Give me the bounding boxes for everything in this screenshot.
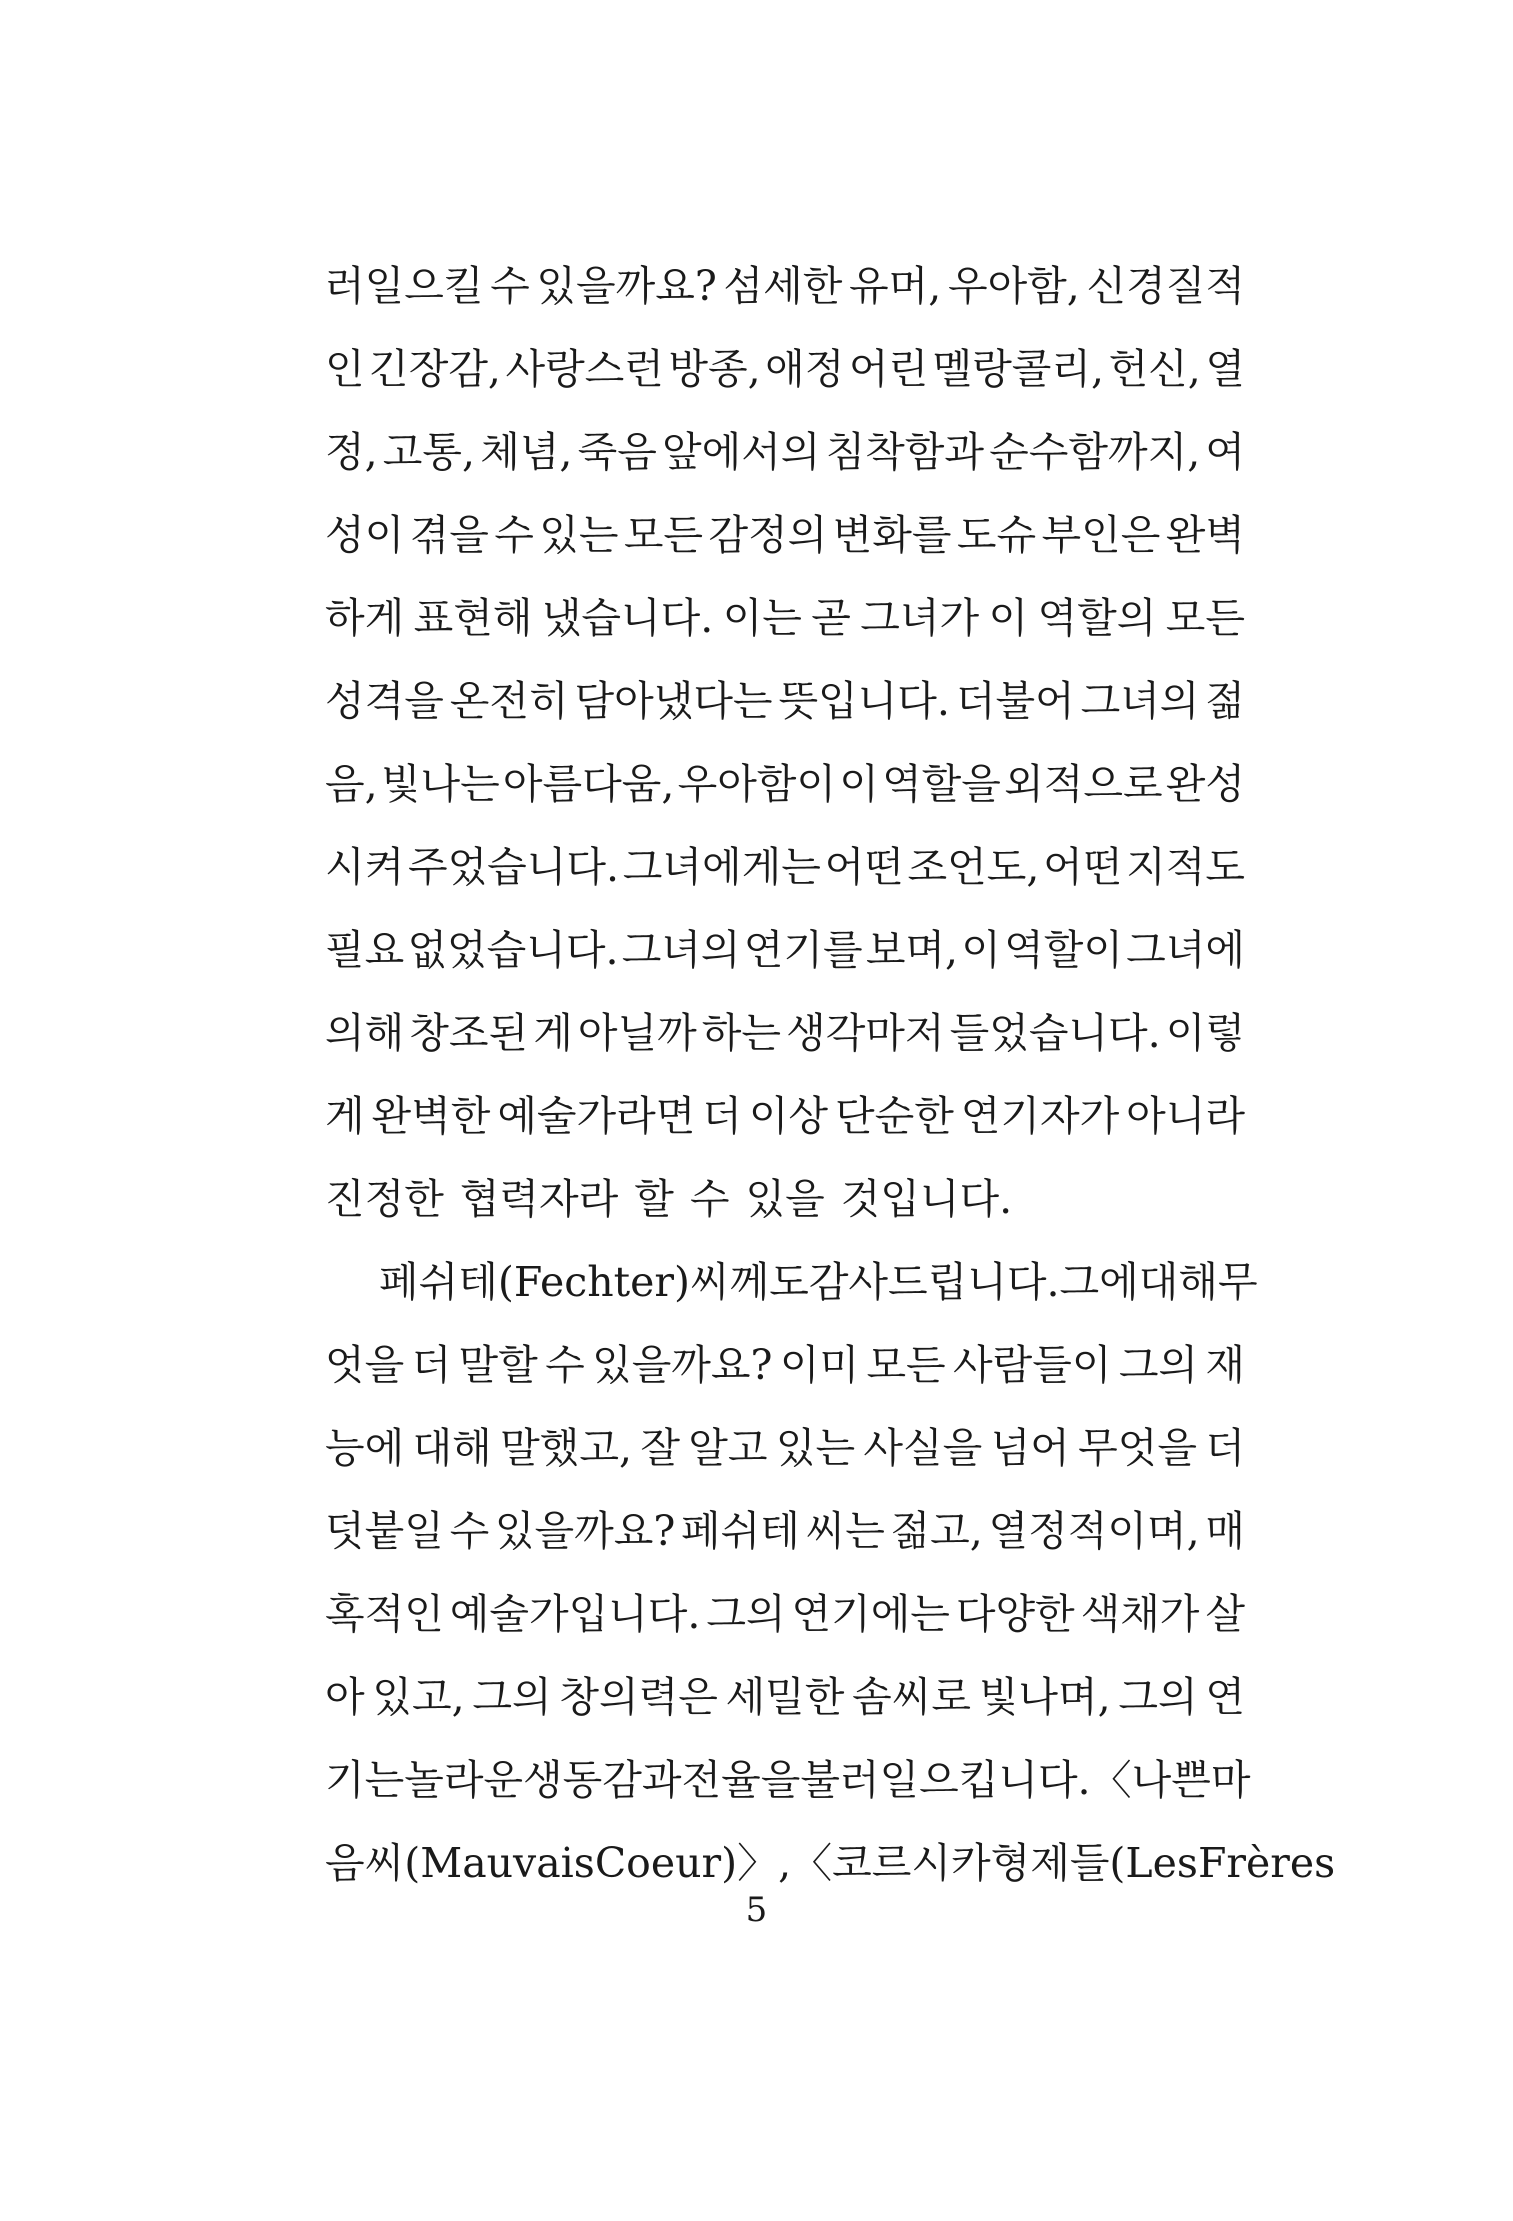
text-word: 불러일으킵니다. bbox=[800, 1756, 1091, 1804]
text-word: 협력자라 bbox=[459, 1175, 619, 1223]
text-line bbox=[325, 411, 1245, 494]
text-word: 주었습니다. bbox=[407, 843, 620, 891]
text-word: 들었습니다. bbox=[949, 1009, 1161, 1057]
text-line bbox=[325, 660, 1245, 743]
text-word: 연기에는 bbox=[791, 1590, 950, 1638]
text-word: 진정한 bbox=[325, 1175, 444, 1223]
text-word: 창조된 bbox=[409, 1009, 529, 1057]
text-word: Coeur)〉, bbox=[594, 1839, 792, 1887]
text-word: 사람들이 bbox=[953, 1341, 1112, 1389]
text-word: 신경질적 bbox=[1086, 262, 1245, 310]
text-line bbox=[325, 826, 1245, 909]
text-word: 빛나며, bbox=[978, 1673, 1111, 1721]
text-word: 있는 bbox=[539, 511, 619, 559]
page-number: 5 bbox=[745, 1890, 768, 1930]
text-word: 있을까요? bbox=[592, 1341, 773, 1389]
text-word: 도슈 bbox=[956, 511, 1037, 559]
text-word: 죽음 bbox=[577, 428, 657, 476]
text-word: 아 bbox=[325, 1673, 365, 1721]
text-word: 더 bbox=[702, 1092, 742, 1140]
text-word: 더 bbox=[411, 1341, 452, 1389]
text-word: 페쉬테 bbox=[681, 1507, 800, 1555]
text-word: 대해 bbox=[412, 1424, 492, 1472]
text-word: 게 bbox=[325, 1092, 365, 1140]
text-word: 사실을 bbox=[863, 1424, 983, 1472]
text-word: 예술가라면 bbox=[497, 1092, 696, 1140]
text-word: 고통, bbox=[382, 428, 476, 476]
text-word: 온전히 bbox=[449, 677, 569, 725]
text-word: 부인은 bbox=[1041, 511, 1161, 559]
text-word: 조언도, bbox=[907, 843, 1040, 891]
text-word: 어떤 bbox=[1043, 843, 1123, 891]
text-line bbox=[325, 1490, 1245, 1573]
text-word: 헌신, bbox=[1108, 345, 1201, 393]
text-word: 멜랑콜리, bbox=[932, 345, 1105, 393]
text-word: 게 bbox=[533, 1009, 573, 1057]
text-word: 생동감과 bbox=[523, 1756, 682, 1804]
text-word: 완벽한 bbox=[371, 1092, 491, 1140]
text-word: 정, bbox=[325, 428, 378, 476]
text-word: 음, bbox=[325, 760, 378, 808]
text-word: 말할 bbox=[458, 1341, 538, 1389]
text-word: 이 bbox=[961, 926, 1001, 974]
text-word: 매 bbox=[1205, 1507, 1245, 1555]
text-word: 시켜 bbox=[325, 843, 405, 891]
text-word: 러일으킬 bbox=[325, 262, 484, 310]
text-word: 있는 bbox=[775, 1424, 856, 1472]
text-line bbox=[325, 245, 1245, 328]
text-word: 기는 bbox=[325, 1756, 405, 1804]
text-word: 변화를 bbox=[832, 511, 952, 559]
text-word: 음씨(Mauvais bbox=[325, 1839, 595, 1887]
text-word: 〈코르시카 bbox=[791, 1839, 991, 1887]
text-word: 수 bbox=[689, 1175, 730, 1223]
text-word: 외적으로 bbox=[1004, 760, 1163, 808]
text-word: 뜻입니다. bbox=[778, 677, 950, 725]
text-word: 연기를 bbox=[743, 926, 863, 974]
text-word: 역할이 bbox=[1004, 926, 1123, 974]
text-word: 수 bbox=[449, 1507, 490, 1555]
text-word: 있고, bbox=[372, 1673, 465, 1721]
text-word: 그에 bbox=[1059, 1258, 1139, 1306]
text-word: 여 bbox=[1205, 428, 1245, 476]
text-word: 넘어 bbox=[990, 1424, 1070, 1472]
text-word: 하는 bbox=[701, 1009, 782, 1057]
text-line bbox=[325, 1739, 1251, 1822]
text-word: 살 bbox=[1205, 1590, 1245, 1638]
text-word: 무엇을 bbox=[1078, 1424, 1197, 1472]
text-word: 체념, bbox=[480, 428, 573, 476]
text-word: 젊고, bbox=[890, 1507, 983, 1555]
text-word: 더불어 bbox=[955, 677, 1075, 725]
text-word: 창의력은 bbox=[559, 1673, 718, 1721]
text-word: 완성 bbox=[1165, 760, 1245, 808]
text-word: 지적도 bbox=[1126, 843, 1245, 891]
text-word: 알고 bbox=[688, 1424, 768, 1472]
text-line bbox=[325, 992, 1245, 1075]
text-word: 이렇 bbox=[1165, 1009, 1245, 1057]
text-word: 수 bbox=[545, 1341, 585, 1389]
text-word: 그의 bbox=[706, 1590, 786, 1638]
text-word: 성이 bbox=[325, 511, 405, 559]
text-line bbox=[325, 743, 1245, 826]
text-word: 잘 bbox=[640, 1424, 680, 1472]
text-word: 할 bbox=[634, 1175, 674, 1223]
text-word: 완벽 bbox=[1165, 511, 1245, 559]
text-word: 솜씨로 bbox=[852, 1673, 971, 1721]
text-word: 있을 bbox=[745, 1175, 825, 1223]
text-word: 빛나는 bbox=[380, 760, 500, 808]
text-word: 대해 bbox=[1138, 1258, 1218, 1306]
text-word: 어떤 bbox=[824, 843, 904, 891]
text-word: 앞에서의 bbox=[661, 428, 821, 476]
text-word: 덧붙일 bbox=[325, 1507, 444, 1555]
text-line bbox=[325, 494, 1245, 577]
text-word: 수 bbox=[490, 262, 530, 310]
text-word: 연 bbox=[1205, 1673, 1245, 1721]
text-line bbox=[325, 1158, 1245, 1241]
text-word: 그녀가 bbox=[860, 594, 980, 642]
text-word: 다양한 bbox=[955, 1590, 1075, 1638]
text-word: 그녀의 bbox=[621, 926, 741, 974]
text-word: 놀라운 bbox=[404, 1756, 524, 1804]
text-line bbox=[325, 1324, 1245, 1407]
text-word: 감사드립니다. bbox=[808, 1258, 1060, 1306]
text-word: 겪을 bbox=[409, 511, 489, 559]
text-word: 역할의 bbox=[1037, 594, 1157, 642]
text-word: 젊 bbox=[1205, 677, 1245, 725]
text-word: 아름다움, bbox=[502, 760, 675, 808]
text-word: 이미 bbox=[779, 1341, 860, 1389]
text-word: 것입니다. bbox=[840, 1175, 1013, 1223]
text-line bbox=[325, 1075, 1245, 1158]
text-word: 연기자가 bbox=[960, 1092, 1120, 1140]
text-word: 곧 bbox=[811, 594, 851, 642]
text-word: 표현해 bbox=[413, 594, 533, 642]
text-word: 섬세한 bbox=[723, 262, 843, 310]
text-word: 모든 bbox=[866, 1341, 946, 1389]
text-word: 이상 bbox=[748, 1092, 829, 1140]
text-word: 우아함, bbox=[947, 262, 1080, 310]
text-word: 긴장감, bbox=[369, 345, 501, 393]
text-word: 감정의 bbox=[708, 511, 828, 559]
text-word: 이 bbox=[839, 760, 879, 808]
text-word: 페쉬테(Fechter) bbox=[379, 1258, 690, 1306]
text-word: 수 bbox=[494, 511, 534, 559]
text-word: 있을까요? bbox=[536, 262, 717, 310]
body-text bbox=[325, 245, 1336, 1905]
text-word: 말했고, bbox=[500, 1424, 632, 1472]
text-word: 열 bbox=[1205, 345, 1245, 393]
text-word: 그녀의 bbox=[1080, 677, 1200, 725]
text-word: 이는 bbox=[722, 594, 802, 642]
text-word: 어린 bbox=[848, 345, 929, 393]
text-word: 무 bbox=[1217, 1258, 1258, 1306]
text-line bbox=[325, 1241, 1258, 1324]
text-word: 그의 bbox=[1118, 1673, 1198, 1721]
text-line bbox=[325, 1407, 1245, 1490]
text-word: 열정적이며, bbox=[988, 1507, 1200, 1555]
text-word: 더 bbox=[1205, 1424, 1245, 1472]
text-word: 역할을 bbox=[882, 760, 1001, 808]
text-word: 능에 bbox=[325, 1424, 405, 1472]
text-line bbox=[325, 909, 1245, 992]
text-word: 모든 bbox=[623, 511, 704, 559]
text-word: 전율을 bbox=[681, 1756, 801, 1804]
text-word: 애정 bbox=[765, 345, 845, 393]
text-word: 씨는 bbox=[805, 1507, 885, 1555]
text-word: 성격을 bbox=[325, 677, 444, 725]
text-word: 그의 bbox=[472, 1673, 552, 1721]
text-word: 단순한 bbox=[834, 1092, 954, 1140]
text-word: 인 bbox=[325, 345, 365, 393]
text-word: 재 bbox=[1205, 1341, 1245, 1389]
text-word: 순수함까지, bbox=[989, 428, 1201, 476]
text-word: 그녀에 bbox=[1126, 926, 1245, 974]
text-word: 냈습니다. bbox=[541, 594, 714, 642]
text-word: 방종, bbox=[668, 345, 761, 393]
text-word: 예술가입니다. bbox=[449, 1590, 701, 1638]
text-word: 이 bbox=[988, 594, 1029, 642]
text-word: 마 bbox=[1210, 1756, 1251, 1804]
text-line bbox=[325, 328, 1245, 411]
text-word: 엇을 bbox=[325, 1341, 405, 1389]
text-word: 혹적인 bbox=[325, 1590, 444, 1638]
text-word: 있을까요? bbox=[494, 1507, 676, 1555]
text-word: 의해 bbox=[325, 1009, 405, 1057]
text-word: 씨께도 bbox=[690, 1258, 809, 1306]
text-word: 사랑스런 bbox=[505, 345, 664, 393]
text-word: 형제들(Les bbox=[990, 1839, 1198, 1887]
text-word: 세밀한 bbox=[725, 1673, 845, 1721]
text-word: 우아함이 bbox=[677, 760, 837, 808]
text-word: 아니라 bbox=[1126, 1092, 1245, 1140]
text-word: 필요 bbox=[325, 926, 405, 974]
text-word: 유머, bbox=[849, 262, 942, 310]
text-word: 색채가 bbox=[1080, 1590, 1200, 1638]
text-line bbox=[325, 1573, 1245, 1656]
text-word: 모든 bbox=[1165, 594, 1245, 642]
text-word: 침착함과 bbox=[825, 428, 985, 476]
text-word: 생각마저 bbox=[786, 1009, 945, 1057]
text-line bbox=[325, 1656, 1245, 1739]
text-word: 담아냈다는 bbox=[574, 677, 773, 725]
text-word: 보며, bbox=[865, 926, 959, 974]
text-word: 그의 bbox=[1118, 1341, 1199, 1389]
text-word: Frères bbox=[1197, 1839, 1336, 1887]
text-word: 하게 bbox=[325, 594, 405, 642]
text-word: 〈나쁜 bbox=[1090, 1756, 1211, 1804]
text-word: 그녀에게는 bbox=[622, 843, 821, 891]
text-word: 아닐까 bbox=[577, 1009, 697, 1057]
text-word: 없었습니다. bbox=[407, 926, 619, 974]
text-line bbox=[325, 577, 1245, 660]
